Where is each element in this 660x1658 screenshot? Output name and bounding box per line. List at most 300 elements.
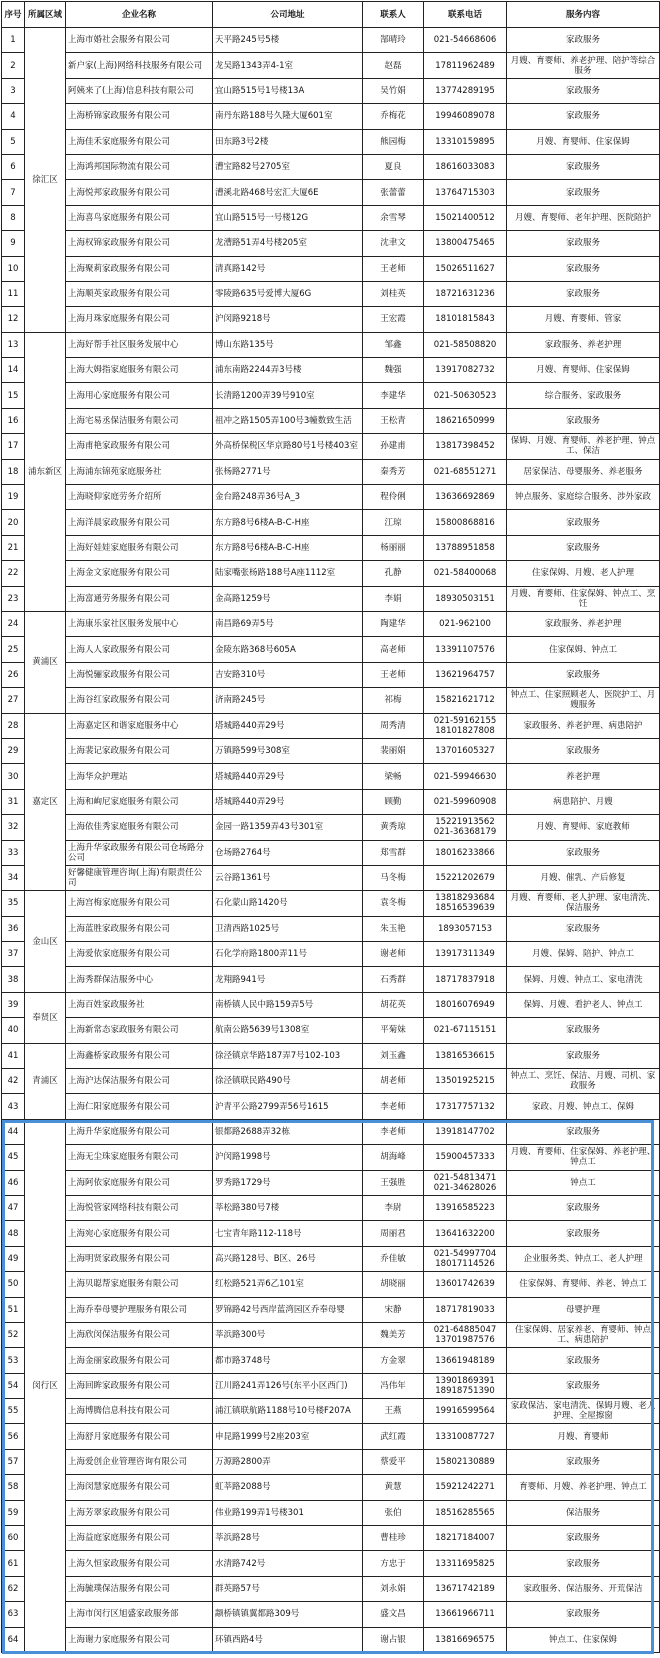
header-address: 公司地址 (213, 2, 363, 28)
contact-cell: 王宏霞 (363, 307, 424, 332)
serial-cell: 32 (2, 815, 25, 840)
company-cell: 上海权锦家政服务有限公司 (66, 231, 213, 256)
contact-cell: 方忠于 (363, 1551, 424, 1576)
service-cell: 家政服务、养老护理 (507, 332, 660, 357)
company-cell: 上海芳翠家政服务有限公司 (66, 1500, 213, 1525)
contact-cell: 袁冬梅 (363, 891, 424, 916)
service-cell: 钟点工、住家保姆 (507, 1627, 660, 1652)
service-cell: 月嫂、保姆、陪护、钟点工 (507, 942, 660, 967)
header-phone: 联系电话 (424, 2, 507, 28)
serial-cell: 53 (2, 1348, 25, 1373)
table-row (2, 205, 660, 230)
contact-cell: 程伶俐 (363, 485, 424, 510)
table-row (2, 1424, 660, 1449)
company-cell: 上海鸿邦国际物流有限公司 (66, 154, 213, 179)
contact-cell: 魏美芳 (363, 1322, 424, 1347)
district-cell: 嘉定区 (25, 713, 66, 891)
contact-cell: 沈聿文 (363, 231, 424, 256)
phone-cell: 13918147702 (424, 1119, 507, 1144)
contact-cell: 李建华 (363, 383, 424, 408)
company-cell: 上海阿依家庭服务有限公司 (66, 1170, 213, 1195)
service-cell: 家政服务 (507, 1348, 660, 1373)
company-cell: 上海回眸家政服务有限公司 (66, 1373, 213, 1398)
company-cell: 上海好娃娃家庭服务有限公司 (66, 535, 213, 560)
service-cell: 月嫂、育婴师、住家保姆、钟点工、烹饪 (507, 586, 660, 611)
contact-cell: 熊园梅 (363, 129, 424, 154)
phone-cell: 13671742189 (424, 1576, 507, 1601)
table-row (2, 738, 660, 763)
phone-cell: 13816696575 (424, 1627, 507, 1652)
serial-cell: 37 (2, 942, 25, 967)
address-cell: 陆家嘴张杨路188号A座1112室 (213, 561, 363, 586)
service-cell: 月嫂、育婴师 (507, 1424, 660, 1449)
service-cell: 居家保洁、母婴服务、养老服务 (507, 459, 660, 484)
phone-cell: 13701605327 (424, 738, 507, 763)
contact-cell: 江琼 (363, 510, 424, 535)
table-row (2, 1449, 660, 1474)
service-cell: 家政服务 (507, 78, 660, 103)
address-cell: 申昆路1999号2座203室 (213, 1424, 363, 1449)
company-cell: 上海和峋尼家庭服务有限公司 (66, 789, 213, 814)
phone-cell: 18621650999 (424, 408, 507, 433)
phone-cell: 17811962489 (424, 53, 507, 78)
service-cell: 家政服务 (507, 281, 660, 306)
phone-cell: 021-54813471 021-34628026 (424, 1170, 507, 1195)
serial-cell: 12 (2, 307, 25, 332)
contact-cell: 刘桂英 (363, 281, 424, 306)
service-cell: 家政服务、养老护理、病患陪护 (507, 713, 660, 738)
contact-cell: 胡老师 (363, 1069, 424, 1094)
serial-cell: 18 (2, 459, 25, 484)
company-cell: 上海依佳秀家庭服务有限公司 (66, 815, 213, 840)
address-cell: 龙吴路1343弄4-1室 (213, 53, 363, 78)
contact-cell: 张伯 (363, 1500, 424, 1525)
phone-cell: 15900457333 (424, 1145, 507, 1170)
serial-cell: 9 (2, 231, 25, 256)
table-row (2, 535, 660, 560)
table-row (2, 510, 660, 535)
table-row (2, 1069, 660, 1094)
company-cell: 好馨健康管理咨询(上海)有限责任公司 (66, 865, 213, 890)
company-cell: 新户家(上海)网络科技服务有限公司 (66, 53, 213, 78)
serial-cell: 35 (2, 891, 25, 916)
phone-cell: 15802130889 (424, 1449, 507, 1474)
service-cell: 家政服务 (507, 1602, 660, 1627)
service-cell: 家政服务 (507, 28, 660, 53)
contact-cell: 王强胜 (363, 1170, 424, 1195)
service-cell: 钟点工、住家照顾老人、医院护工、月嫂服务 (507, 688, 660, 713)
address-cell: 宜山路515号一号楼12G (213, 205, 363, 230)
table-row (2, 408, 660, 433)
phone-cell: 13311695825 (424, 1551, 507, 1576)
table-row (2, 1526, 660, 1551)
phone-cell: 13310159895 (424, 129, 507, 154)
contact-cell: 冯伟年 (363, 1373, 424, 1398)
table-row (2, 459, 660, 484)
address-cell: 水清路742号 (213, 1551, 363, 1576)
contact-cell: 刘玉鑫 (363, 1043, 424, 1068)
company-cell: 上海用心家庭服务有限公司 (66, 383, 213, 408)
contact-cell: 陶建华 (363, 611, 424, 636)
phone-cell: 13764715303 (424, 180, 507, 205)
address-cell: 万镇路599号308室 (213, 738, 363, 763)
phone-cell: 13788951858 (424, 535, 507, 560)
serial-cell: 55 (2, 1399, 25, 1424)
address-cell: 莘松路380号7楼 (213, 1195, 363, 1220)
contact-cell: 邹鑫 (363, 332, 424, 357)
service-cell: 家政服务 (507, 662, 660, 687)
service-cell: 月嫂、育婴师、老年护理、医院陪护 (507, 205, 660, 230)
header-company: 企业名称 (66, 2, 213, 28)
contact-cell: 王燕 (363, 1399, 424, 1424)
service-cell: 月嫂、育婴师、家庭教师 (507, 815, 660, 840)
address-cell: 天平路245号5楼 (213, 28, 363, 53)
service-cell: 家政服务 (507, 1018, 660, 1043)
phone-cell: 021-68551271 (424, 459, 507, 484)
serial-cell: 11 (2, 281, 25, 306)
phone-cell: 15221202679 (424, 865, 507, 890)
address-cell: 罗秀路1729号 (213, 1170, 363, 1195)
service-cell: 家政服务 (507, 1449, 660, 1474)
address-cell: 颛桥镇镇翼都路309号 (213, 1602, 363, 1627)
service-cell: 家政服务 (507, 180, 660, 205)
address-cell: 祖冲之路1505弄100号3幢数致生活 (213, 408, 363, 433)
company-cell: 上海宅易丞保洁服务有限公司 (66, 408, 213, 433)
serial-cell: 26 (2, 662, 25, 687)
phone-cell: 021-58508820 (424, 332, 507, 357)
service-cell: 家政服务 (507, 231, 660, 256)
table-row (2, 713, 660, 738)
serial-cell: 20 (2, 510, 25, 535)
contact-cell: 李老师 (363, 1119, 424, 1144)
company-cell: 上海金文家庭服务有限公司 (66, 561, 213, 586)
serial-cell: 58 (2, 1475, 25, 1500)
company-cell: 上海爱依家庭服务有限公司 (66, 942, 213, 967)
contact-cell: 秦秀芳 (363, 459, 424, 484)
service-cell: 月嫂、育婴师、住家保姆 (507, 358, 660, 383)
serial-cell: 44 (2, 1119, 25, 1144)
table-row (2, 154, 660, 179)
serial-cell: 30 (2, 764, 25, 789)
address-cell: 塔城路440弄29号 (213, 764, 363, 789)
contact-cell: 蔡爱平 (363, 1449, 424, 1474)
service-cell: 月嫂、催乳、产后修复 (507, 865, 660, 890)
address-cell: 博山东路135号 (213, 332, 363, 357)
company-cell: 上海无尘珠家庭服务有限公司 (66, 1145, 213, 1170)
service-cell: 月嫂、育婴师、住家保姆、养老护理、钟点工 (507, 1145, 660, 1170)
service-cell: 月嫂、育婴师、老人护理、家电清洗、保洁服务 (507, 891, 660, 916)
phone-cell: 021-58400068 (424, 561, 507, 586)
address-cell: 零陵路635号爱博大厦6G (213, 281, 363, 306)
phone-cell: 13916585223 (424, 1195, 507, 1220)
phone-cell: 021-59162155 18101827808 (424, 713, 507, 738)
phone-cell: 18016233866 (424, 840, 507, 865)
company-cell: 上海洋晨家政服务有限公司 (66, 510, 213, 535)
serial-cell: 34 (2, 865, 25, 890)
table-row (2, 53, 660, 78)
serial-cell: 40 (2, 1018, 25, 1043)
phone-cell: 021-54997704 18017114526 (424, 1246, 507, 1271)
table-row (2, 1576, 660, 1601)
table-row (2, 1551, 660, 1576)
service-cell: 家政服务 (507, 738, 660, 763)
address-cell: 虹莘路2088号 (213, 1475, 363, 1500)
company-cell: 上海浦东锦苑家庭服务社 (66, 459, 213, 484)
contact-cell: 王老师 (363, 256, 424, 281)
serial-cell: 21 (2, 535, 25, 560)
table-row (2, 180, 660, 205)
phone-cell: 17317757132 (424, 1094, 507, 1119)
address-cell: 高兴路128号、B区、26号 (213, 1246, 363, 1271)
address-cell: 徐泾镇京华路187弄7号102-103 (213, 1043, 363, 1068)
phone-cell: 18016076949 (424, 992, 507, 1017)
table-row (2, 942, 660, 967)
phone-cell: 13901869391 18918751390 (424, 1373, 507, 1398)
serial-cell: 51 (2, 1297, 25, 1322)
address-cell: 石化学府路1800弄11号 (213, 942, 363, 967)
contact-cell: 梁畅 (363, 764, 424, 789)
serial-cell: 6 (2, 154, 25, 179)
serial-cell: 1 (2, 28, 25, 53)
phone-cell: 021-59960908 (424, 789, 507, 814)
contact-cell: 武红霞 (363, 1424, 424, 1449)
phone-cell: 13800475465 (424, 231, 507, 256)
phone-cell: 15821621712 (424, 688, 507, 713)
service-cell: 保姆、月嫂、看护老人、钟点工 (507, 992, 660, 1017)
serial-cell: 38 (2, 967, 25, 992)
service-cell: 钟点工、烹饪、保洁、月嫂、司机、家政服务 (507, 1069, 660, 1094)
serial-cell: 2 (2, 53, 25, 78)
address-cell: 石化蒙山路1420号 (213, 891, 363, 916)
company-cell: 上海顺英家政服务有限公司 (66, 281, 213, 306)
company-cell: 上海升华家政服务有限公司仓场路分公司 (66, 840, 213, 865)
address-cell: 宜山路515号1号楼13A (213, 78, 363, 103)
table-row (2, 129, 660, 154)
contact-cell: 高老师 (363, 637, 424, 662)
company-cell: 上海桥锦家政服务有限公司 (66, 104, 213, 129)
company-cell: 上海悦邦家政服务有限公司 (66, 180, 213, 205)
header-row (2, 2, 660, 28)
company-cell: 上海乔奉母婴护理服务有限公司 (66, 1297, 213, 1322)
address-cell: 龙漕路51弄4号楼205室 (213, 231, 363, 256)
company-cell: 上海沪达保洁服务有限公司 (66, 1069, 213, 1094)
table-row (2, 1399, 660, 1424)
address-cell: 环镇西路4号 (213, 1627, 363, 1652)
service-cell: 住家保姆、钟点工 (507, 637, 660, 662)
table-row (2, 485, 660, 510)
company-cell: 上海裴记家政服务有限公司 (66, 738, 213, 763)
company-cell: 上海宫梅家庭服务有限公司 (66, 891, 213, 916)
serial-cell: 39 (2, 992, 25, 1017)
address-cell: 群英路57号 (213, 1576, 363, 1601)
service-cell: 家政服务 (507, 408, 660, 433)
company-cell: 上海爱创企业管理咨询有限公司 (66, 1449, 213, 1474)
service-cell: 家政服务 (507, 1043, 660, 1068)
phone-cell: 19916599564 (424, 1399, 507, 1424)
company-cell: 上海明贤家政服务有限公司 (66, 1246, 213, 1271)
phone-cell: 18721631236 (424, 281, 507, 306)
address-cell: 沪青平公路2799弄56号1615 (213, 1094, 363, 1119)
service-cell: 家政服务 (507, 1373, 660, 1398)
header-serial: 序号 (2, 2, 25, 28)
service-cell: 钟点服务、家庭综合服务、涉外家政 (507, 485, 660, 510)
company-cell: 上海蓝胜家政服务有限公司 (66, 916, 213, 941)
company-cell: 上海嘉定区和谐家庭服务中心 (66, 713, 213, 738)
contact-cell: 曹桂珍 (363, 1526, 424, 1551)
table-row (2, 28, 660, 53)
contact-cell: 孔静 (363, 561, 424, 586)
contact-cell: 郜晴玲 (363, 28, 424, 53)
contact-cell: 祁梅 (363, 688, 424, 713)
company-cell: 上海大姆指家庭服务有限公司 (66, 358, 213, 383)
table-row (2, 815, 660, 840)
district-cell: 浦东新区 (25, 332, 66, 611)
phone-cell: 13391107576 (424, 637, 507, 662)
table-row (2, 789, 660, 814)
service-cell: 病患陪护、月嫂 (507, 789, 660, 814)
phone-cell: 13917311349 (424, 942, 507, 967)
address-cell: 南丹东路188号久隆大厦601室 (213, 104, 363, 129)
serial-cell: 23 (2, 586, 25, 611)
phone-cell: 13661966711 (424, 1602, 507, 1627)
address-cell: 卫清西路1025号 (213, 916, 363, 941)
company-cell: 上海升华家庭服务有限公司 (66, 1119, 213, 1144)
address-cell: 吉安路310号 (213, 662, 363, 687)
table-row (2, 1094, 660, 1119)
service-cell: 家政服务 (507, 104, 660, 129)
phone-cell: 021-54668606 (424, 28, 507, 53)
company-cell: 上海喜鸟家庭服务有限公司 (66, 205, 213, 230)
contact-cell: 谢老师 (363, 942, 424, 967)
table-row (2, 332, 660, 357)
district-cell: 金山区 (25, 891, 66, 993)
address-cell: 塔城路440弄29号 (213, 789, 363, 814)
address-cell: 金高路1259号 (213, 586, 363, 611)
table-row (2, 1195, 660, 1220)
company-cell: 上海益庭家庭服务有限公司 (66, 1526, 213, 1551)
company-cell: 上海悦骊家政服务有限公司 (66, 662, 213, 687)
serial-cell: 10 (2, 256, 25, 281)
service-cell: 家政服务 (507, 840, 660, 865)
table-row (2, 1170, 660, 1195)
address-cell: 长清路1200弄39号910室 (213, 383, 363, 408)
address-cell: 南桥镇人民中路159弄5号 (213, 992, 363, 1017)
table-body (2, 28, 660, 1653)
phone-cell: 13774289195 (424, 78, 507, 103)
table-row (2, 662, 660, 687)
address-cell: 金陵东路368号605A (213, 637, 363, 662)
service-cell: 家政服务 (507, 916, 660, 941)
table-row (2, 256, 660, 281)
serial-cell: 54 (2, 1373, 25, 1398)
address-cell: 田东路3号2楼 (213, 129, 363, 154)
address-cell: 东方路8号6楼A-B-C-H座 (213, 535, 363, 560)
contact-cell: 余雪琴 (363, 205, 424, 230)
service-cell: 月嫂、育婴师、住家保姆 (507, 129, 660, 154)
serial-cell: 42 (2, 1069, 25, 1094)
contact-cell: 黄慧 (363, 1475, 424, 1500)
contact-cell: 石秀群 (363, 967, 424, 992)
phone-cell: 13818293684 18516539639 (424, 891, 507, 916)
company-cell: 上海华众护理站 (66, 764, 213, 789)
company-cell: 上海月珠家庭服务有限公司 (66, 307, 213, 332)
serial-cell: 17 (2, 434, 25, 459)
service-cell: 家政服务 (507, 256, 660, 281)
company-cell: 上海康乐家社区服务发展中心 (66, 611, 213, 636)
table-row (2, 637, 660, 662)
address-cell: 济南路245号 (213, 688, 363, 713)
serial-cell: 41 (2, 1043, 25, 1068)
address-cell: 莘浜路28号 (213, 1526, 363, 1551)
company-cell: 上海久恒家政服务有限公司 (66, 1551, 213, 1576)
serial-cell: 3 (2, 78, 25, 103)
phone-cell: 13621964757 (424, 662, 507, 687)
contact-cell: 李老师 (363, 1094, 424, 1119)
company-cell: 上海欣闵保洁服务有限公司 (66, 1322, 213, 1347)
serial-cell: 5 (2, 129, 25, 154)
address-cell: 浦江镇联航路1188号10号楼F207A (213, 1399, 363, 1424)
header-service: 服务内容 (507, 2, 660, 28)
service-cell: 住家保姆、育婴师、养老、钟点工 (507, 1272, 660, 1297)
company-cell: 上海佳禾家庭服务有限公司 (66, 129, 213, 154)
company-cell: 上海宛心家庭服务有限公司 (66, 1221, 213, 1246)
serial-cell: 8 (2, 205, 25, 230)
company-cell: 上海金丽家政服务有限公司 (66, 1348, 213, 1373)
service-cell: 住家保姆、月嫂、老人护理 (507, 561, 660, 586)
service-cell: 保姆、月嫂、育婴师、养老护理、钟点工、保洁 (507, 434, 660, 459)
serial-cell: 15 (2, 383, 25, 408)
address-cell: 金台路248弄36号A_3 (213, 485, 363, 510)
header-contact: 联系人 (363, 2, 424, 28)
service-cell: 家政服务 (507, 1195, 660, 1220)
serial-cell: 62 (2, 1576, 25, 1601)
serial-cell: 14 (2, 358, 25, 383)
serial-cell: 27 (2, 688, 25, 713)
table-row (2, 358, 660, 383)
contact-cell: 裴丽娟 (363, 738, 424, 763)
service-cell: 家政保洁、家电清洗、保姆月嫂、老人护理、全屋擦窗 (507, 1399, 660, 1424)
address-cell: 云谷路1361号 (213, 865, 363, 890)
serial-cell: 59 (2, 1500, 25, 1525)
contact-cell: 张蕾蕾 (363, 180, 424, 205)
company-cell: 上海贝聪帮家庭服务有限公司 (66, 1272, 213, 1297)
contact-cell: 夏良 (363, 154, 424, 179)
address-cell: 七宝青年路112-118号 (213, 1221, 363, 1246)
contact-cell: 王松青 (363, 408, 424, 433)
phone-cell: 13917082732 (424, 358, 507, 383)
contact-cell: 谢占银 (363, 1627, 424, 1652)
table-row (2, 434, 660, 459)
contact-cell: 李娟 (363, 586, 424, 611)
service-cell: 月嫂、育婴师、管家 (507, 307, 660, 332)
company-cell: 上海仁阳家庭服务有限公司 (66, 1094, 213, 1119)
table-row (2, 383, 660, 408)
provider-table (1, 1, 660, 1653)
serial-cell: 43 (2, 1094, 25, 1119)
serial-cell: 49 (2, 1246, 25, 1271)
phone-cell: 13310087727 (424, 1424, 507, 1449)
district-cell: 徐汇区 (25, 28, 66, 333)
phone-cell: 15021400512 (424, 205, 507, 230)
address-cell: 沪闵路9218号 (213, 307, 363, 332)
table-row (2, 1500, 660, 1525)
service-cell: 保姆、月嫂、钟点工、家电清洗 (507, 967, 660, 992)
table-row (2, 586, 660, 611)
serial-cell: 36 (2, 916, 25, 941)
company-cell: 上海谢力家庭服务有限公司 (66, 1627, 213, 1652)
company-cell: 上海谷红家政服务有限公司 (66, 688, 213, 713)
service-cell: 月嫂、育婴师、养老护理、陪护等综合服务 (507, 53, 660, 78)
